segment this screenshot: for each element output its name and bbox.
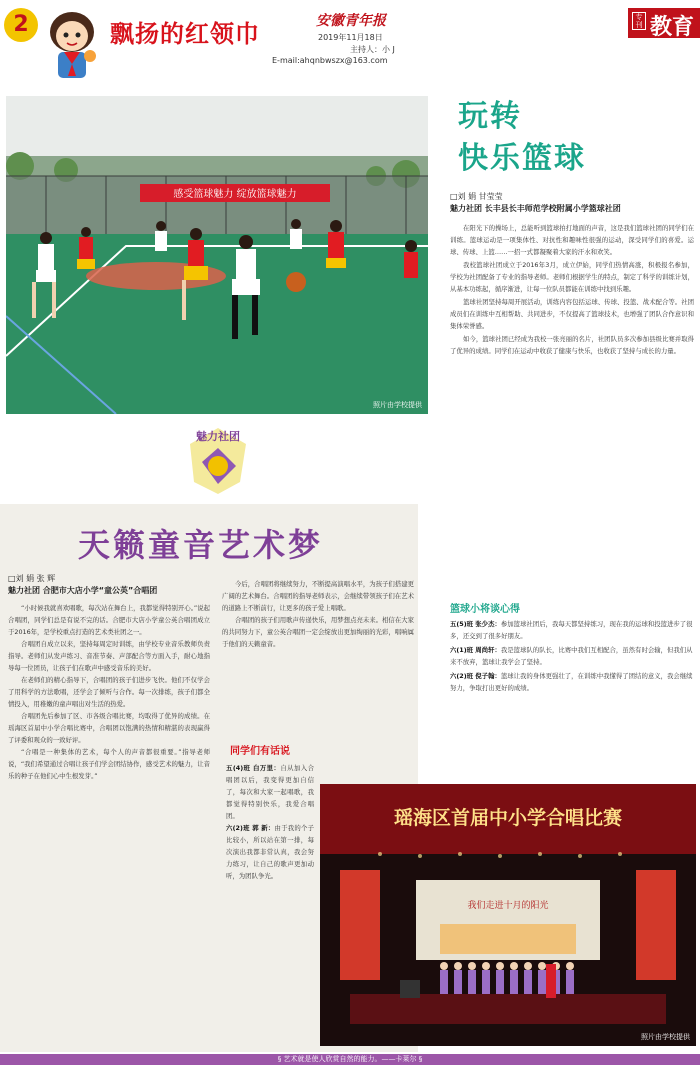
- basketball-photo: [6, 96, 428, 414]
- footer-quote: § 艺术就是使人欣赏自然的能力。——卡莱尔 §: [0, 1054, 700, 1065]
- quote-item: 五(5)班 张少杰：参加篮球社团后，我每天都坚持练习，现在我的运球和投篮进步了很多，还交到了很多好朋友。: [450, 620, 693, 640]
- basketball-authors: □刘 娟 甘莹莹: [450, 192, 503, 201]
- choir-title: 天籁童音艺术梦: [78, 526, 324, 564]
- contest-banner-text: 瑶海区首届中小学合唱比赛: [393, 807, 623, 829]
- quote-item: 六(2)班 倪子翰：篮球让我的身体更强壮了，在训练中我懂得了团结的意义，我会继续努力，争取打出更好的成绩。: [450, 672, 693, 692]
- choir-body-col1: [8, 602, 210, 782]
- basketball-title-line1: 玩转: [458, 99, 522, 134]
- choir-photo: [320, 784, 696, 1046]
- stage-screen-text: 我们走进十月的阳光: [467, 901, 549, 911]
- paragraph: 在阳光下的操场上，总能听到篮球拍打地面的声音，这是我们篮球社团的同学们在训练。篮球运动是一项集体性、对抗性和趣味性很强的运动，深受同学们的喜爱。运球、传球、上篮……一招一式都凝聚着大家的汗水和欢笑。: [450, 224, 694, 256]
- newspaper-name: 安徽青年报: [316, 13, 386, 29]
- issue-date: 2019年11月18日: [318, 33, 383, 42]
- basketball-photo-credit: 照片由学校提供: [373, 401, 422, 409]
- paragraph: “合唱是一种集体的艺术，每个人的声音都很重要。”指导老师说，“我们希望通过合唱让孩子们学会团结协作，感受艺术的魅力，让音乐的种子在他们心中生根发芽。”: [8, 748, 210, 780]
- choir-photo-art: [320, 784, 696, 1046]
- red-scarf-girl-mascot: [48, 8, 100, 88]
- choir-byline: [8, 573, 157, 597]
- column-title: 飘扬的红领巾: [110, 20, 260, 48]
- basketball-byline: [450, 191, 621, 215]
- basketball-title: [458, 96, 586, 180]
- basketball-body: [450, 222, 694, 358]
- paragraph: “小时候我就喜欢唱歌，每次站在舞台上，我都觉得特别开心。”说起合唱团，同学们总是有说不完的话。合肥市大店小学童公英合唱团成立于2016年，是学校重点打造的艺术类社团之一。: [8, 604, 210, 636]
- paragraph: 今后，合唱团将继续努力，不断提高演唱水平，为孩子们搭建更广阔的艺术舞台。合唱团的指导老师表示，会继续带领孩子们在艺术的道路上不断前行，让更多的孩子爱上唱歌。: [222, 580, 414, 612]
- host-name: 主持人：小 J: [350, 45, 395, 54]
- choir-body-col2: [222, 578, 414, 650]
- basketball-voices: [450, 618, 694, 696]
- basketball-photo-art: [6, 96, 428, 414]
- paragraph: 在老师们的精心指导下，合唱团的孩子们进步飞快。他们不仅学会了用科学的方法歌唱，还学会了倾听与合作。每一次排练，孩子们都全情投入，用稚嫩的童声唱出对生活的热爱。: [8, 676, 210, 708]
- photo-banner-text: 感受篮球魅力 绽放篮球魅力: [173, 189, 297, 200]
- section-tag: [628, 8, 700, 38]
- quote-item: 五(4)班 白万里：自从加入合唱团以后，我变得更加自信了，每次和大家一起唱歌，我都觉得特别快乐，我爱合唱团。: [226, 764, 315, 820]
- choir-photo-credit: 照片由学校提供: [641, 1033, 690, 1041]
- paragraph: 合唱团先后参加了区、市各级合唱比赛，均取得了优异的成绩。在瑶海区首届中小学合唱比赛中，合唱团以饱满的热情和精湛的表现赢得了评委和观众的一致好评。: [8, 712, 210, 744]
- quote-item: 六(1)班 周尚轩：我是篮球队的队长，比赛中我们互相配合，虽然有时会输，但我们从来不放弃，篮球让我学会了坚持。: [450, 646, 693, 666]
- section-tag-small: 专刊: [632, 12, 646, 30]
- section-tag-big: 教育: [650, 15, 695, 40]
- choir-club: 魅力社团 合肥市大店小学“童公英”合唱团: [8, 586, 158, 595]
- basketball-club: 魅力社团 长丰县长丰师范学校附属小学篮球社团: [450, 204, 621, 213]
- paragraph: 如今，篮球社团已经成为我校一张亮丽的名片，社团队员多次参加县级比赛并取得了优异的成绩。同学们在运动中收获了健康与快乐，也收获了坚持与成长的力量。: [450, 335, 694, 355]
- paragraph: 我校篮球社团成立于2016年3月，成立伊始，同学们热情高涨，积极报名参加，学校为社团配备了专业的指导老师。老师们根据学生的特点，制定了科学的训练计划，从基本功练起，循序渐进，让每一位队员都能在训练中找到乐趣。: [450, 261, 694, 293]
- paragraph: 篮球社团坚持每周开展活动，训练内容包括运球、传球、投篮、战术配合等。社团成员们在训练中互相帮助、共同进步，不仅提高了篮球技术，也增强了团队合作意识和集体荣誉感。: [450, 298, 694, 330]
- page-number: 2: [4, 8, 38, 42]
- quote-item: 六(2)班 郭 新：由于我的个子比较小，所以站在第一排，每次演出我都非常认真，我会努力练习，让自己的歌声更加动听，为团队争光。: [226, 824, 314, 880]
- logo-text: 魅力社团: [196, 430, 240, 443]
- choir-authors: □刘 娟 张 辉: [8, 574, 56, 583]
- paragraph: 合唱团的孩子们用歌声传递快乐，用梦想点亮未来。相信在大家的共同努力下，童公英合唱团一定会绽放出更加绚丽的光彩，唱响属于他们的天籁童音。: [222, 616, 414, 648]
- basketball-voices-heading: 篮球小将谈心得: [450, 604, 520, 615]
- contact-email: E-mail:ahqnbwszx@163.com: [272, 56, 388, 65]
- paragraph: 合唱团自成立以来，坚持每周定时训练，由学校专业音乐教师负责指导。老师们从发声练习、音准节奏、声部配合等方面入手，耐心地指导每一位团员，让孩子们在歌声中感受音乐的美好。: [8, 640, 210, 672]
- choir-voices-heading: 同学们有话说: [230, 746, 290, 757]
- choir-voices: [226, 762, 314, 882]
- charm-club-logo: [182, 422, 254, 498]
- basketball-title-line2: 快乐篮球: [458, 141, 586, 176]
